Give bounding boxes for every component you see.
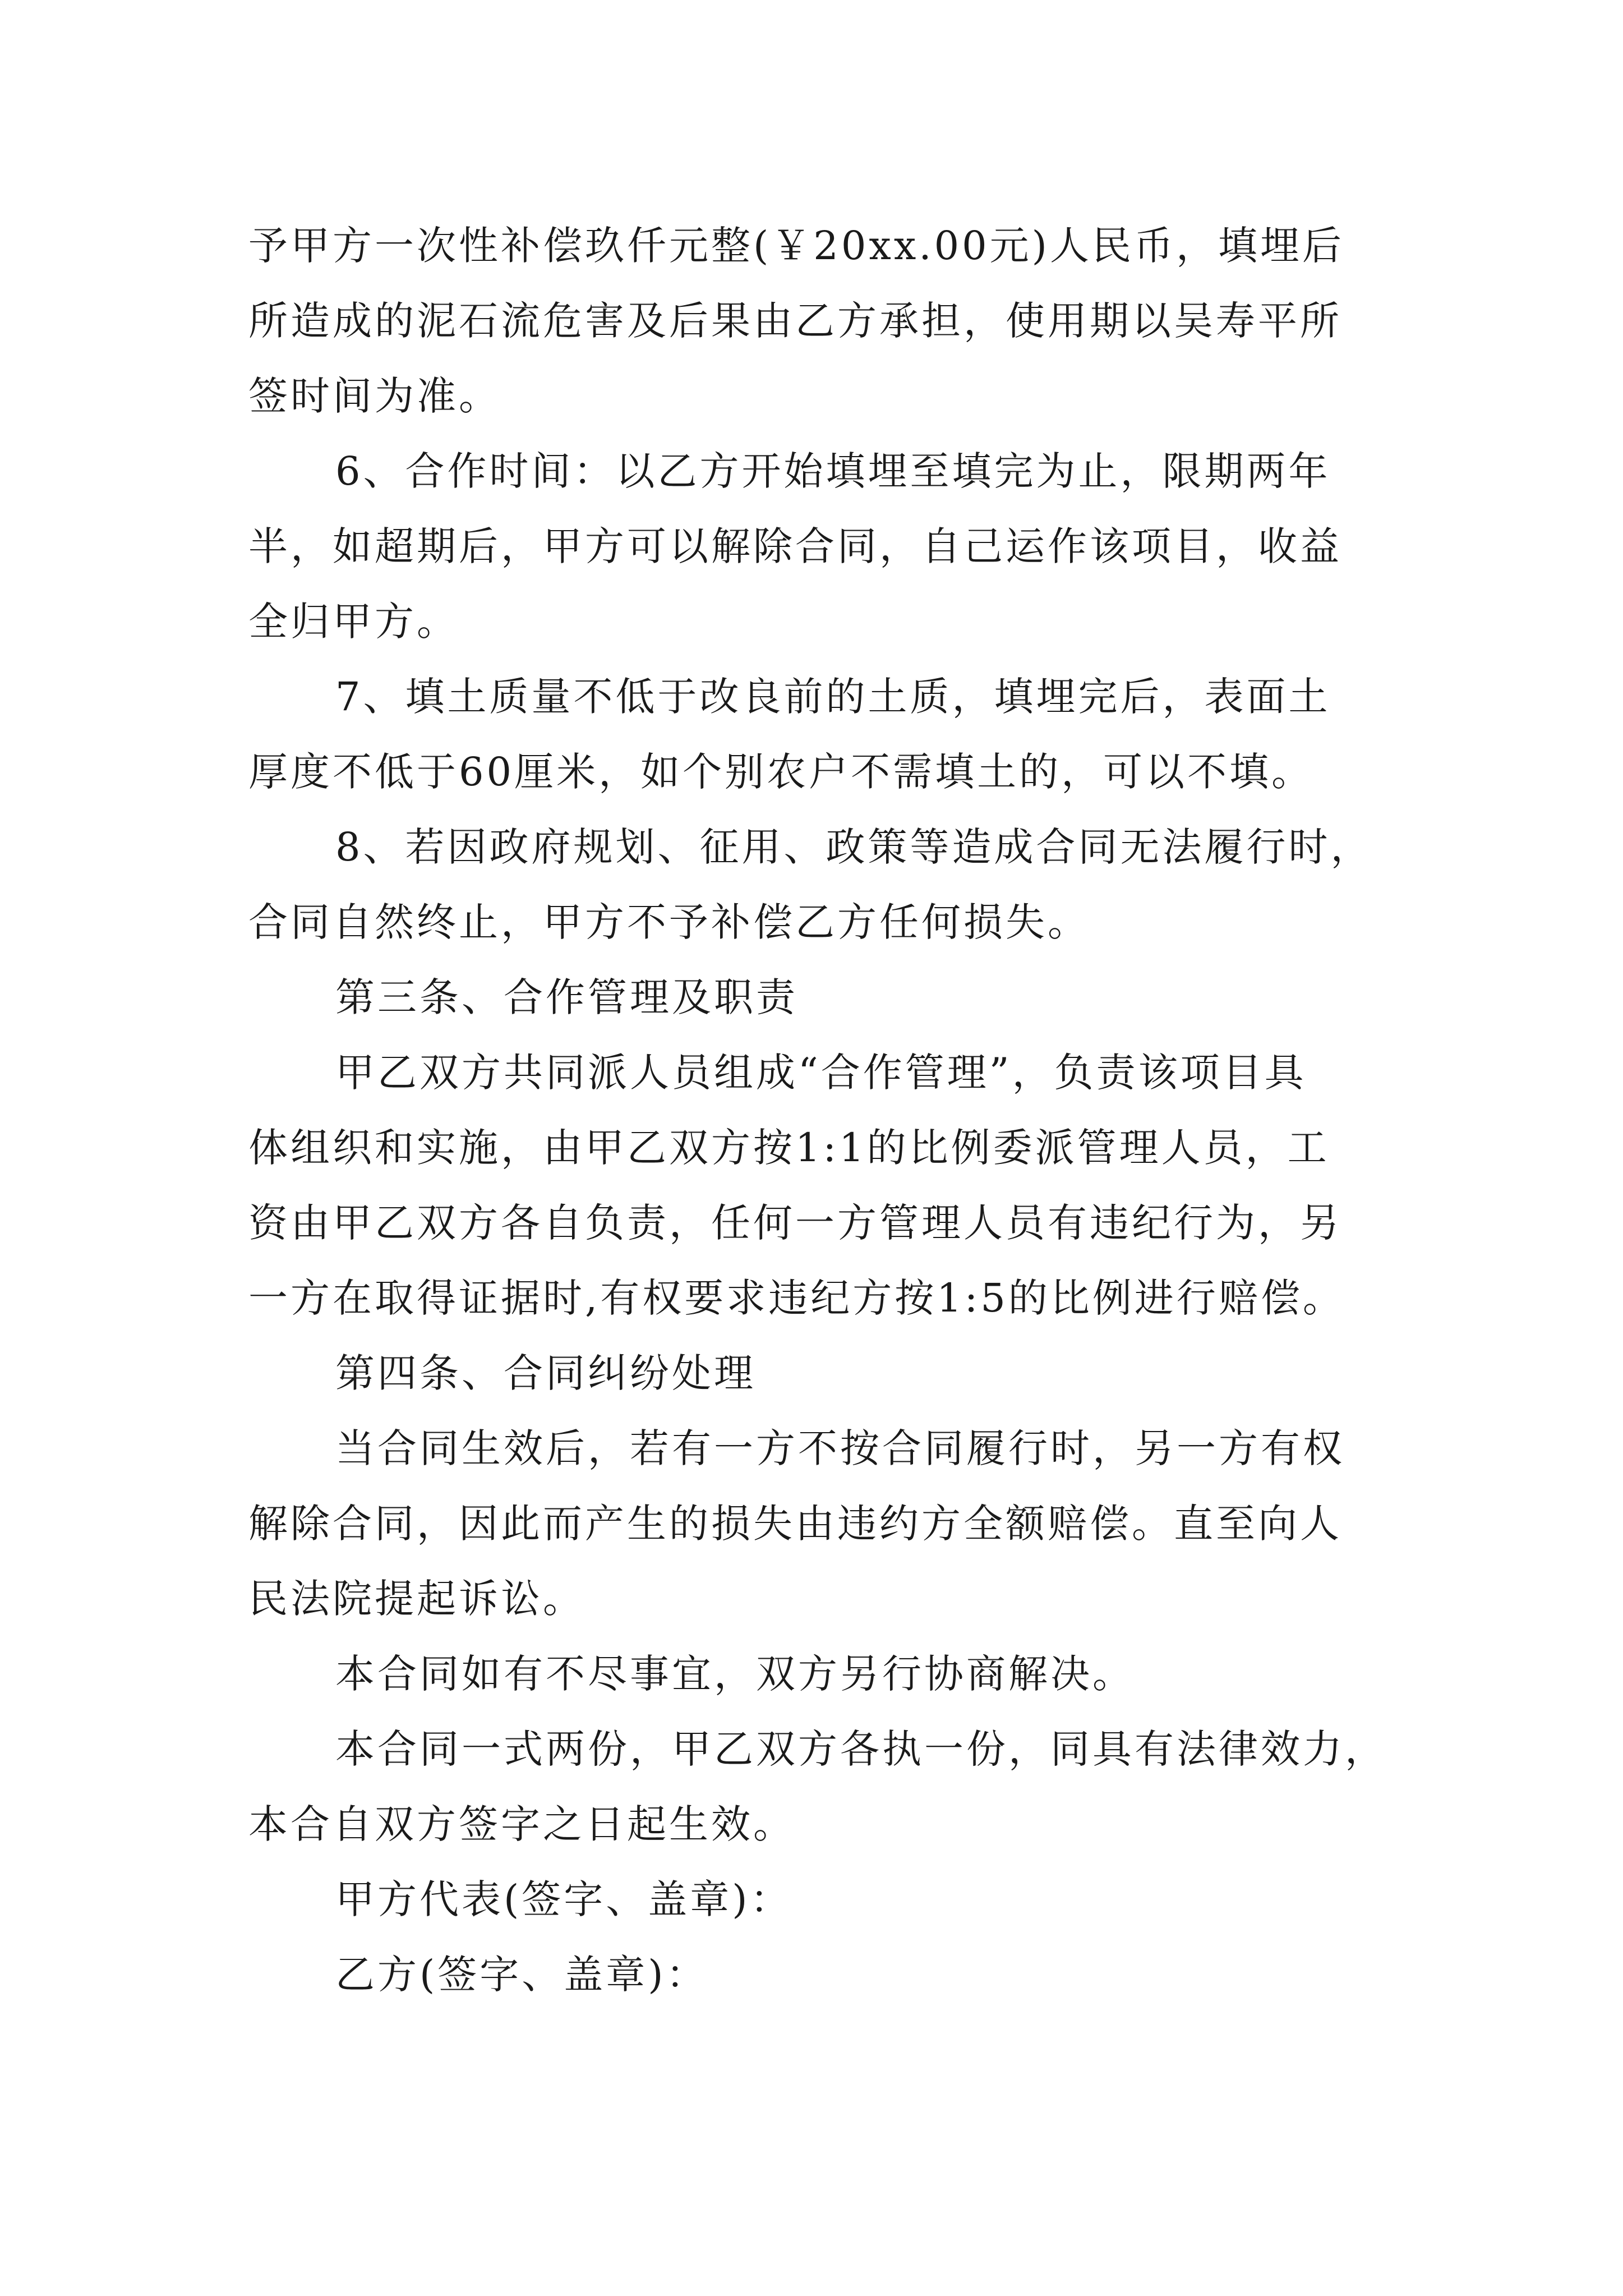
section-heading-4: 第四条、合同纠纷处理 bbox=[335, 1350, 756, 1396]
text-line-12: 甲乙双方共同派人员组成“合作管理”，负责该项目具 bbox=[335, 1050, 1307, 1096]
text-line-20: 本合同如有不尽事宜，双方另行协商解决。 bbox=[335, 1651, 1135, 1697]
text-line-8: 厚度不低于60厘米，如个别农户不需填土的，可以不填。 bbox=[248, 749, 1314, 795]
text-line-4: 6、合作时间：以乙方开始填埋至填完为止，限期两年 bbox=[335, 448, 1331, 494]
text-line-7: 7、填土质量不低于改良前的土质，填埋完后，表面土 bbox=[335, 674, 1331, 720]
section-heading-3: 第三条、合作管理及职责 bbox=[335, 974, 798, 1020]
text-line-9: 8、若因政府规划、征用、政策等造成合同无法履行时， bbox=[335, 824, 1373, 870]
text-line-13: 体组织和实施，由甲乙双方按1:1的比例委派管理人员，工 bbox=[248, 1125, 1330, 1171]
text-line-21: 本合同一式两份，甲乙双方各执一份，同具有法律效力， bbox=[335, 1726, 1387, 1772]
text-line-3: 签时间为准。 bbox=[248, 373, 501, 419]
text-line-5: 半，如超期后，甲方可以解除合同，自己运作该项目，收益 bbox=[248, 523, 1342, 569]
text-line-15: 一方在取得证据时,有权要求违纪方按1:5的比例进行赔偿。 bbox=[248, 1275, 1345, 1321]
text-line-14: 资由甲乙双方各自负责，任何一方管理人员有违纪行为，另 bbox=[248, 1200, 1342, 1246]
signature-party-a: 甲方代表(签字、盖章)： bbox=[335, 1876, 792, 1922]
text-line-6: 全归甲方。 bbox=[248, 599, 459, 645]
text-line-22: 本合自双方签字之日起生效。 bbox=[248, 1801, 795, 1847]
text-line-18: 解除合同，因此而产生的损失由违约方全额赔偿。直至向人 bbox=[248, 1501, 1342, 1547]
text-line-19: 民法院提起诉讼。 bbox=[248, 1576, 585, 1622]
text-line-1: 予甲方一次性补偿玖仟元整(￥20xx.00元)人民币，填埋后 bbox=[248, 223, 1344, 269]
text-line-10: 合同自然终止，甲方不予补偿乙方任何损失。 bbox=[248, 899, 1090, 945]
text-line-17: 当合同生效后，若有一方不按合同履行时，另一方有权 bbox=[335, 1425, 1345, 1471]
text-line-2: 所造成的泥石流危害及后果由乙方承担，使用期以吴寿平所 bbox=[248, 298, 1342, 344]
signature-party-b: 乙方(签字、盖章)： bbox=[335, 1952, 708, 1998]
